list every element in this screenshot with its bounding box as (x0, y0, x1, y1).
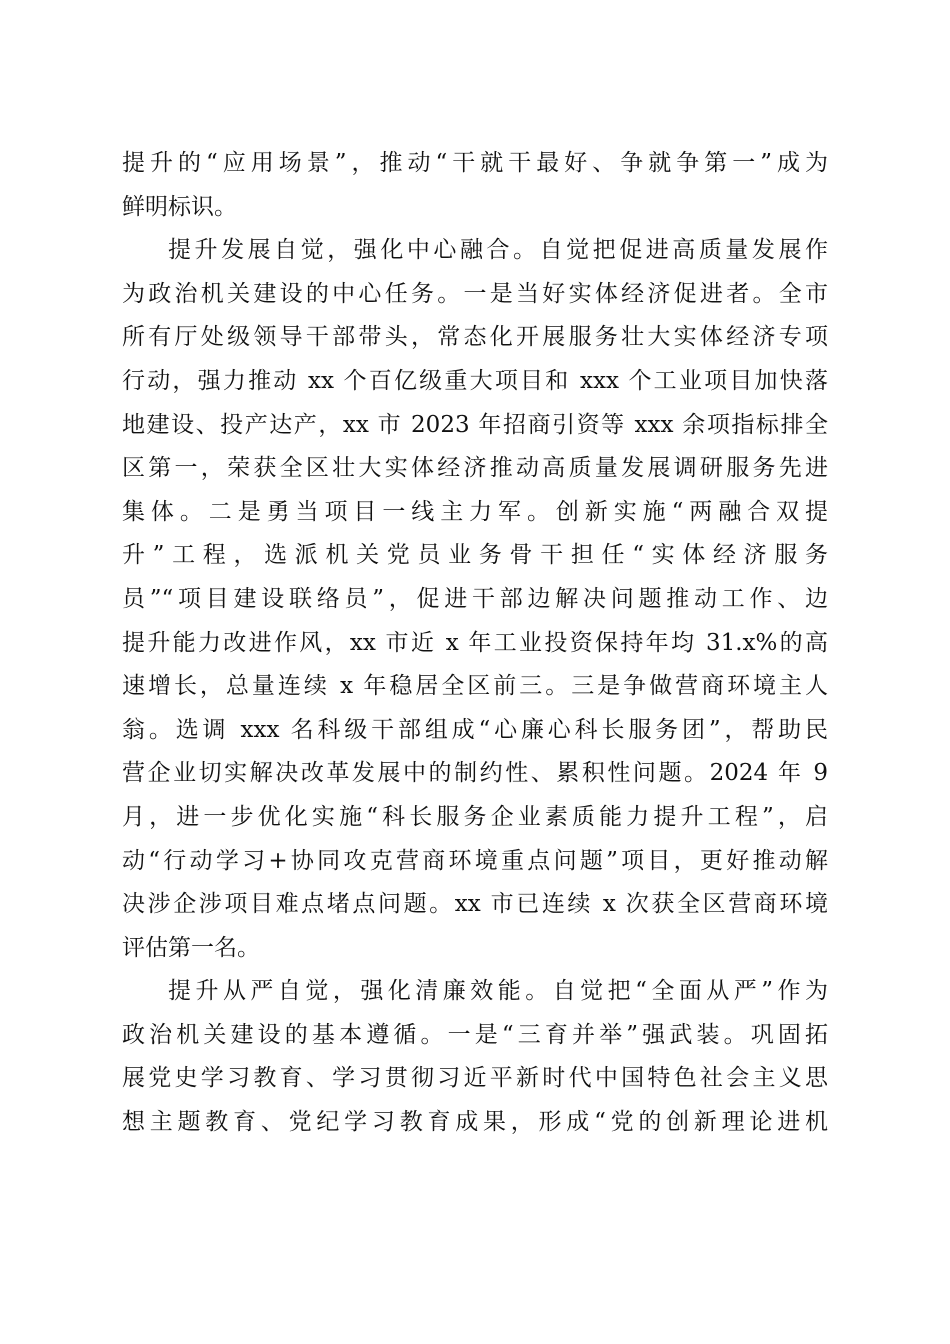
text-line: 政治机关建设的基本遵循。一是“三育并举”强武装。巩固拓 (122, 1021, 828, 1048)
text-line: 动“行动学习+协同攻克营商环境重点问题”项目，更好推动解 (122, 847, 828, 874)
text-line: 提升的“应用场景”，推动“干就干最好、争就争第一”成为 (122, 150, 828, 176)
text-line: 评估第一名。 (122, 934, 260, 961)
text-line: 所有厅处级领导干部带头，常态化开展服务壮大实体经济专项 (122, 324, 828, 351)
text-line: 月，进一步优化实施“科长服务企业素质能力提升工程”，启 (122, 803, 828, 830)
text-line: 区第一，荣获全区壮大实体经济推动高质量发展调研服务先进 (122, 455, 828, 482)
text-line: 提升能力改进作风，xx 市近 x 年工业投资保持年均 31.x%的高 (122, 629, 828, 656)
text-line: 想主题教育、党纪学习教育成果，形成“党的创新理论进机 (122, 1109, 828, 1136)
text-line: 速增长，总量连续 x 年稳居全区前三。三是争做营商环境主人 (122, 673, 828, 700)
text-line: 营企业切实解决改革发展中的制约性、累积性问题。2024 年 9 (122, 760, 828, 787)
text-line: 员”“项目建设联络员”，促进干部边解决问题推动工作、边 (122, 585, 828, 612)
text-line: 升”工程，选派机关党员业务骨干担任“实体经济服务 (122, 542, 828, 569)
paragraph-start-line: 提升从严自觉，强化清廉效能。自觉把“全面从严”作为 (168, 978, 828, 1005)
text-line: 翁。选调 xxx 名科级干部组成“心廉心科长服务团”，帮助民 (122, 716, 828, 743)
paragraph-start-line: 提升发展自觉，强化中心融合。自觉把促进高质量发展作 (168, 237, 828, 264)
text-line: 集体。二是勇当项目一线主力军。创新实施“两融合双提 (122, 498, 828, 525)
document-body (122, 142, 828, 1145)
text-line: 行动，强力推动 xx 个百亿级重大项目和 xxx 个工业项目加快落 (122, 367, 828, 394)
text-line: 决涉企涉项目难点堵点问题。xx 市已连续 x 次获全区营商环境 (122, 891, 828, 918)
text-line: 展党史学习教育、学习贯彻习近平新时代中国特色社会主义思 (122, 1065, 828, 1092)
text-line: 地建设、投产达产，xx 市 2023 年招商引资等 xxx 余项指标排全 (122, 411, 828, 438)
text-line: 为政治机关建设的中心任务。一是当好实体经济促进者。全市 (122, 280, 828, 307)
text-line: 鲜明标识。 (122, 193, 237, 220)
